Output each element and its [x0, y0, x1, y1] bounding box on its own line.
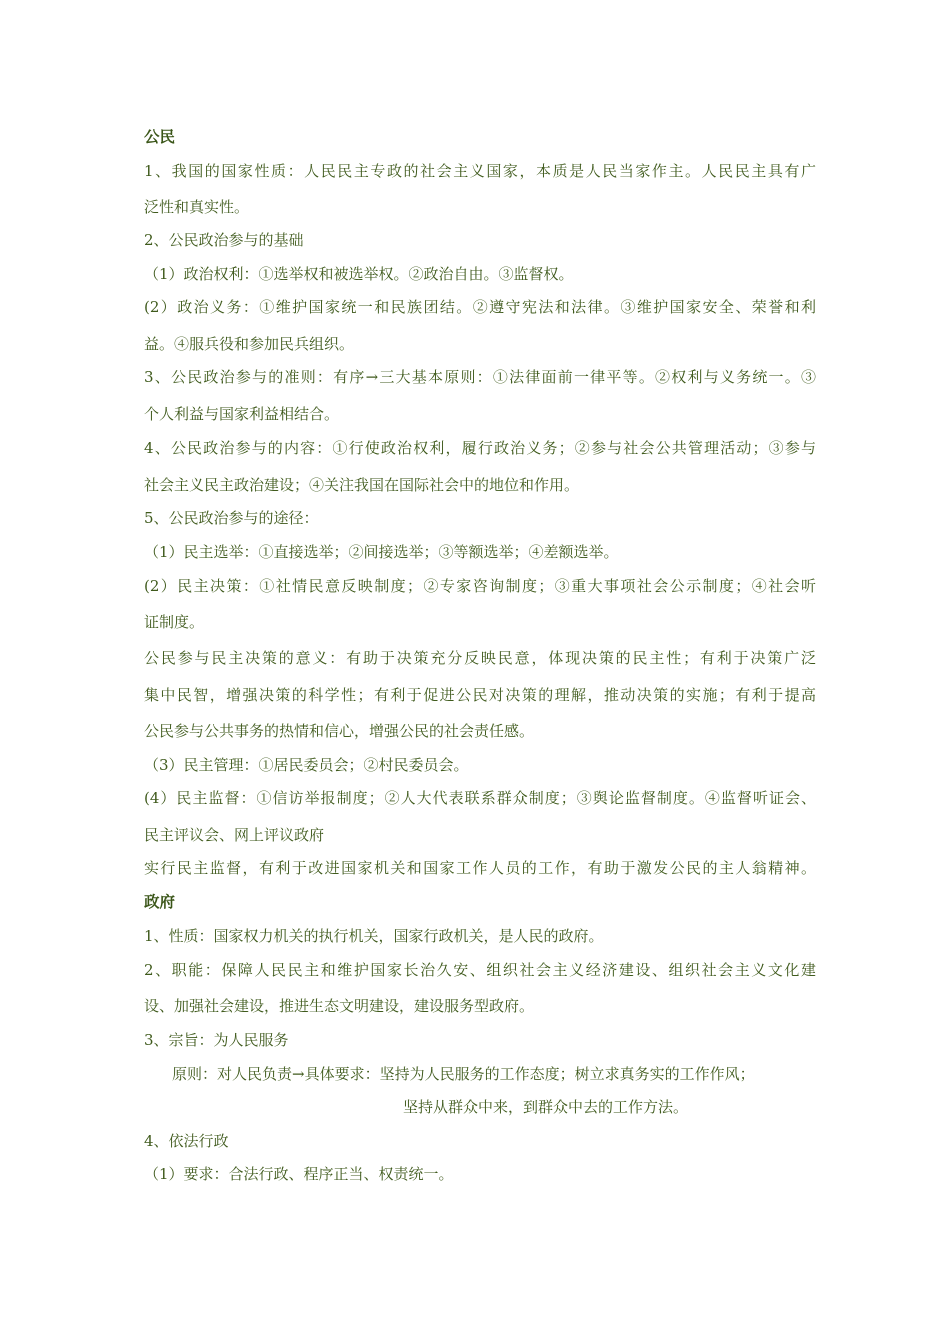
section-heading-government: 政府	[144, 892, 176, 911]
text-line: 4、公民政治参与的内容：①行使政治权利，履行政治义务；②参与社会公共管理活动；③参与	[144, 439, 816, 457]
text-line: （3）民主管理：①居民委员会；②村民委员会。	[144, 756, 469, 774]
text-line: 益。④服兵役和参加民兵组织。	[144, 335, 355, 353]
text-line: 2、公民政治参与的基础	[144, 231, 304, 249]
text-line: （1）政治权利：①选举权和被选举权。②政治自由。③监督权。	[144, 265, 574, 283]
text-line: (2）政治义务：①维护国家统一和民族团结。②遵守宪法和法律。③维护国家安全、荣誉和利	[144, 298, 816, 316]
text-line: 5、公民政治参与的途径：	[144, 509, 319, 527]
text-line: 3、宗旨：为人民服务	[144, 1031, 289, 1049]
text-line: 社会主义民主政治建设；④关注我国在国际社会中的地位和作用。	[144, 476, 580, 494]
text-line: 个人利益与国家利益相结合。	[144, 405, 340, 423]
text-line: 集中民智，增强决策的科学性；有利于促进公民对决策的理解，推动决策的实施；有利于提高	[144, 686, 816, 704]
text-line: （1）民主选举：①直接选举；②间接选举；③等额选举；④差额选举。	[144, 543, 619, 561]
text-line: 原则：对人民负责→具体要求：坚持为人民服务的工作态度；树立求真务实的工作作风；	[172, 1065, 755, 1083]
text-line: 2、职能：保障人民民主和维护国家长治久安、组织社会主义经济建设、组织社会主义文化建	[144, 961, 816, 979]
text-line: 坚持从群众中来，到群众中去的工作方法。	[403, 1098, 689, 1116]
text-line: 实行民主监督，有利于改进国家机关和国家工作人员的工作，有助于激发公民的主人翁精神。	[144, 859, 816, 877]
text-line: 公民参与公共事务的热情和信心，增强公民的社会责任感。	[144, 722, 535, 740]
section-heading-citizen: 公民	[144, 127, 176, 146]
text-line: 1、性质：国家权力机关的执行机关，国家行政机关，是人民的政府。	[144, 927, 604, 945]
text-line: 证制度。	[144, 613, 205, 631]
text-line: 3、公民政治参与的准则：有序→三大基本原则：①法律面前一律平等。②权利与义务统一。③	[144, 368, 816, 386]
text-line: (2）民主决策：①社情民意反映制度；②专家咨询制度；③重大事项社会公示制度；④社会听	[144, 577, 816, 595]
text-line: 4、依法行政	[144, 1132, 229, 1150]
text-line: 泛性和真实性。	[144, 198, 250, 216]
text-line: （1）要求：合法行政、程序正当、权责统一。	[144, 1165, 454, 1183]
text-line: 设、加强社会建设，推进生态文明建设，建设服务型政府。	[144, 997, 535, 1015]
text-line: 公民参与民主决策的意义：有助于决策充分反映民意，体现决策的民主性；有利于决策广泛	[144, 649, 816, 667]
text-line: 民主评议会、网上评议政府	[144, 826, 325, 844]
text-line: 1、我国的国家性质：人民民主专政的社会主义国家，本质是人民当家作主。人民民主具有广	[144, 162, 816, 180]
text-line: (4）民主监督：①信访举报制度；②人大代表联系群众制度；③舆论监督制度。④监督听证会、	[144, 789, 816, 807]
